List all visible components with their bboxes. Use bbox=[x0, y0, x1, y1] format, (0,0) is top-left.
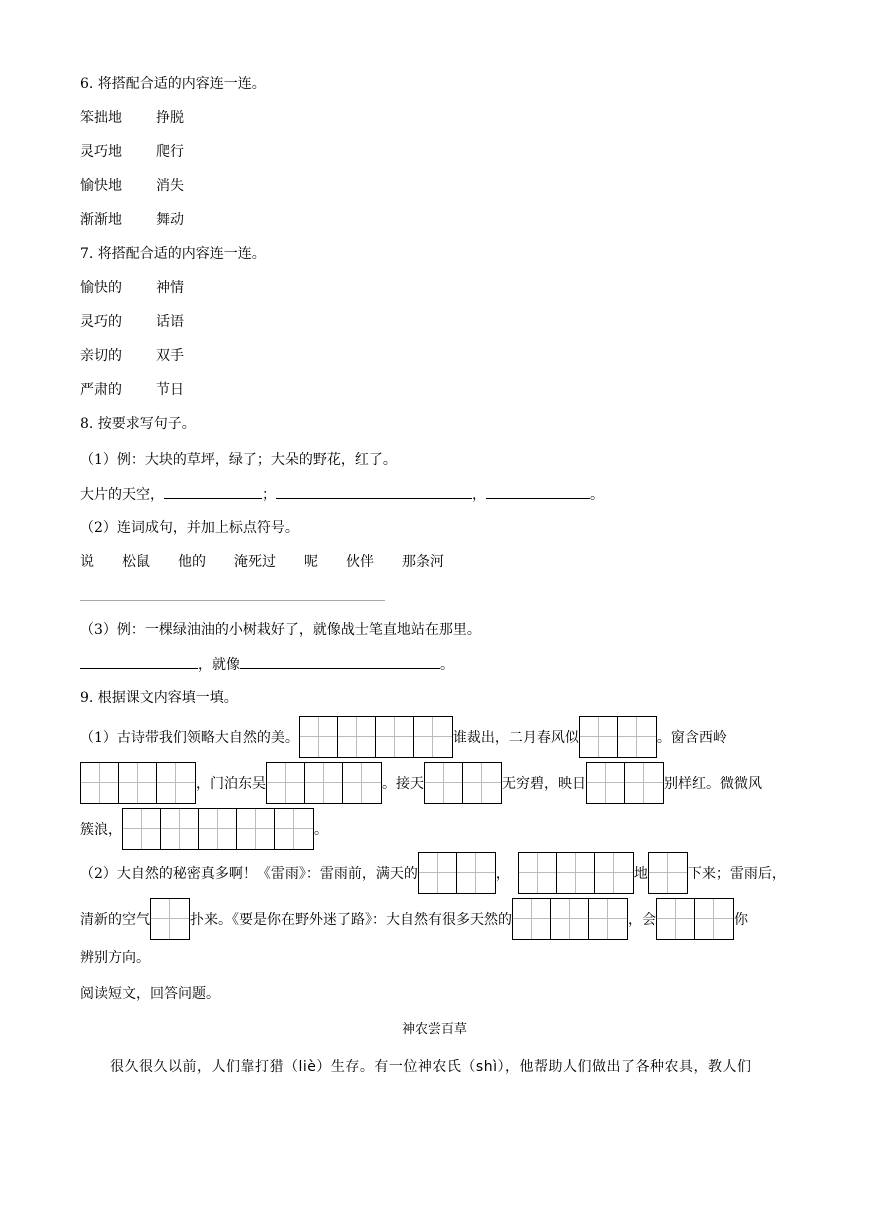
char-grid[interactable] bbox=[122, 808, 314, 850]
char-grid[interactable] bbox=[299, 716, 453, 758]
char-grid[interactable] bbox=[418, 852, 496, 894]
char-grid[interactable] bbox=[656, 898, 734, 940]
word-card: 伙伴 bbox=[346, 554, 374, 570]
q7-right[interactable]: 神情 bbox=[156, 280, 184, 296]
passage-paragraph bbox=[110, 1056, 751, 1076]
q9-row bbox=[80, 762, 762, 804]
reading-instruction: 阅读短文，回答问题。 bbox=[80, 986, 220, 1002]
q7-left[interactable]: 亲切的 bbox=[80, 348, 122, 364]
word-card: 他的 bbox=[178, 554, 206, 570]
text-segment: 地 bbox=[633, 866, 648, 882]
q8-answer-1-start: 大片的天空， bbox=[80, 487, 164, 503]
q7-right[interactable]: 节日 bbox=[156, 382, 184, 398]
q6-title: 6. 将搭配合适的内容连一连。 bbox=[80, 76, 266, 92]
q9-row bbox=[80, 808, 328, 850]
q6-left[interactable]: 渐渐地 bbox=[80, 212, 122, 228]
text-segment: ，会 bbox=[628, 912, 656, 928]
text-segment: 。接天 bbox=[382, 776, 424, 792]
answer-blank[interactable] bbox=[164, 484, 262, 499]
char-grid[interactable] bbox=[80, 762, 196, 804]
q9-title: 9. 根据课文内容填一填。 bbox=[80, 690, 238, 706]
q7-pair bbox=[80, 346, 184, 366]
q7-pair bbox=[80, 380, 184, 400]
char-grid[interactable] bbox=[150, 898, 190, 940]
q6-pair bbox=[80, 142, 184, 162]
q6-right[interactable]: 挣脱 bbox=[156, 110, 184, 126]
text-segment: 很久很久以前，人们靠打猎（ bbox=[110, 1059, 299, 1075]
q7-title: 7. 将搭配合适的内容连一连。 bbox=[80, 246, 266, 262]
text-segment: 谁裁出，二月春风似 bbox=[452, 730, 579, 746]
char-grid[interactable] bbox=[586, 762, 664, 804]
q8-answer-3: ，就像 。 bbox=[80, 654, 454, 674]
q8-answer-1: 大片的天空， ； ， 。 bbox=[80, 484, 604, 504]
q6-pair bbox=[80, 176, 184, 196]
q8-answer-3-mid: ，就像 bbox=[198, 657, 240, 673]
q8-prompt-2: （2）连词成句，并加上标点符号。 bbox=[80, 520, 299, 536]
q6-right[interactable]: 爬行 bbox=[156, 144, 184, 160]
q7-pair bbox=[80, 278, 184, 298]
q6-pair bbox=[80, 210, 184, 230]
q6-left[interactable]: 笨拙地 bbox=[80, 110, 122, 126]
char-grid[interactable] bbox=[518, 852, 634, 894]
q8-example-1: （1）例：大块的草坪，绿了；大朵的野花，红了。 bbox=[80, 452, 397, 468]
q6-right[interactable]: 舞动 bbox=[156, 212, 184, 228]
q9-row bbox=[80, 852, 786, 894]
answer-blank[interactable] bbox=[276, 484, 472, 499]
q7-pair bbox=[80, 312, 184, 332]
pinyin: liè bbox=[298, 1059, 317, 1075]
q6-right[interactable]: 消失 bbox=[156, 178, 184, 194]
q7-right[interactable]: 话语 bbox=[156, 314, 184, 330]
text-segment: 你 bbox=[734, 912, 748, 928]
char-grid[interactable] bbox=[512, 898, 628, 940]
word-card: 说 bbox=[80, 554, 94, 570]
answer-blank[interactable] bbox=[80, 654, 198, 669]
word-card: 淹死过 bbox=[234, 554, 276, 570]
answer-blank[interactable] bbox=[486, 484, 590, 499]
text-segment: 簇浪， bbox=[80, 822, 122, 838]
q6-pair bbox=[80, 108, 184, 128]
text-segment: 清新的空气 bbox=[80, 912, 150, 928]
q9-row bbox=[80, 716, 727, 758]
char-grid[interactable] bbox=[579, 716, 657, 758]
word-card: 呢 bbox=[304, 554, 318, 570]
q7-left[interactable]: 愉快的 bbox=[80, 280, 122, 296]
answer-line[interactable] bbox=[80, 600, 385, 601]
passage-title: 神农尝百草 bbox=[401, 1022, 467, 1037]
q8-word-list bbox=[80, 552, 472, 572]
pinyin: shì bbox=[475, 1059, 498, 1075]
q8-example-3: （3）例：一棵绿油油的小树栽好了，就像战士笔直地站在那里。 bbox=[80, 622, 481, 638]
text-segment: 下来；雷雨后， bbox=[687, 866, 786, 882]
q7-left[interactable]: 灵巧的 bbox=[80, 314, 122, 330]
text-segment: 别样红。微微风 bbox=[664, 776, 762, 792]
word-card: 松鼠 bbox=[122, 554, 150, 570]
q6-left[interactable]: 灵巧地 bbox=[80, 144, 122, 160]
q8-title: 8. 按要求写句子。 bbox=[80, 416, 196, 432]
text-segment: 。 bbox=[314, 822, 328, 838]
text-segment: ），他帮助人们做出了各种农具，教人们 bbox=[497, 1059, 752, 1075]
q7-right[interactable]: 双手 bbox=[156, 348, 184, 364]
q9-tail: 辨别方向。 bbox=[80, 950, 150, 966]
text-segment: 扑来。《要是你在野外迷了路》：大自然有很多天然的 bbox=[190, 912, 512, 928]
q6-left[interactable]: 愉快地 bbox=[80, 178, 122, 194]
answer-blank[interactable] bbox=[240, 654, 440, 669]
text-segment: 。窗含西岭 bbox=[656, 730, 727, 746]
char-grid[interactable] bbox=[648, 852, 688, 894]
text-segment: （2）大自然的秘密真多啊！《雷雨》：雷雨前，满天的 bbox=[80, 866, 418, 882]
word-card: 那条河 bbox=[402, 554, 444, 570]
text-segment: （1）古诗带我们领略大自然的美。 bbox=[80, 730, 299, 746]
char-grid[interactable] bbox=[424, 762, 502, 804]
q7-left[interactable]: 严肃的 bbox=[80, 382, 122, 398]
text-segment: ）生存。有一位神农氏（ bbox=[316, 1059, 476, 1075]
text-segment: ， bbox=[495, 866, 510, 882]
q9-row bbox=[80, 898, 748, 940]
text-segment: ，门泊东吴 bbox=[196, 776, 266, 792]
char-grid[interactable] bbox=[266, 762, 382, 804]
text-segment: 无穷碧，映日 bbox=[502, 776, 586, 792]
